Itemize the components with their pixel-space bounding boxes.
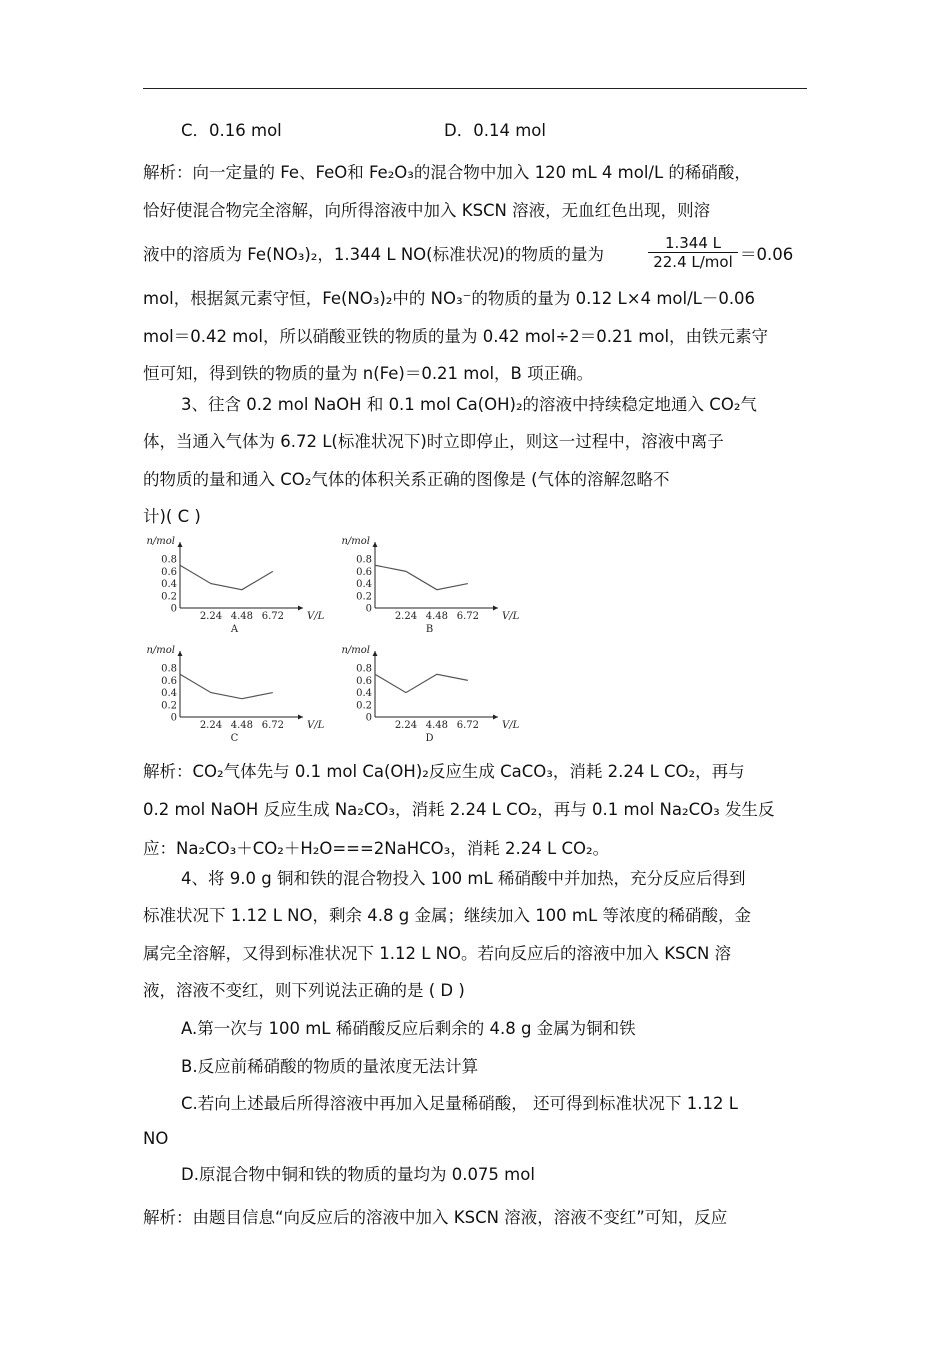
fraction-numerator: 1.344 L <box>664 234 722 252</box>
question-4-line: 4、将 9.0 g 铜和铁的混合物投入 100 mL 稀硝酸中并加热，充分反应后得到 <box>181 869 746 888</box>
question-4-line: 属完全溶解，又得到标准状况下 1.12 L NO。若向反应后的溶液中加入 KSCN 溶 <box>143 944 732 963</box>
x-tick-label: 2.24 <box>394 611 418 622</box>
y-tick-label: 0.4 <box>161 688 177 700</box>
y-tick-label: 0 <box>365 603 372 615</box>
x-tick-label: 4.48 <box>230 720 254 731</box>
header-rule <box>143 88 807 89</box>
panel-label: B <box>425 624 434 635</box>
x-axis-arrow <box>493 606 498 611</box>
question-3-line: 3、往含 0.2 mol NaOH 和 0.1 mol Ca(OH)₂的溶液中持续稳定地通入 CO₂气 <box>181 395 757 414</box>
option-b: B.反应前稀硝酸的物质的量浓度无法计算 <box>181 1057 479 1076</box>
analysis-line: 解析：向一定量的 Fe、FeO和 Fe₂O₃的混合物中加入 120 mL 4 mol/L 的稀硝酸， <box>143 163 751 182</box>
option-c-cont: NO <box>143 1129 169 1148</box>
analysis-line: mol，根据氮元素守恒，Fe(NO₃)₂中的 NO₃⁻的物质的量为 0.12 L×4 mol/L－0.06 <box>143 289 756 308</box>
x-tick-label: 2.24 <box>199 611 223 622</box>
series-line <box>375 674 468 692</box>
y-axis-label: n/mol <box>146 645 175 656</box>
x-tick-label: 6.72 <box>456 720 479 731</box>
y-axis-arrow <box>178 651 183 656</box>
y-tick-label: 0.8 <box>161 663 177 675</box>
x-tick-label: 6.72 <box>456 611 479 622</box>
analysis-line: 0.2 mol NaOH 反应生成 Na₂CO₃，消耗 2.24 L CO₂，再与 0.1 mol Na₂CO₃ 发生反 <box>143 800 775 819</box>
y-tick-label: 0.2 <box>356 700 372 712</box>
x-axis-label: V/L <box>502 720 520 731</box>
analysis-line: 恒可知，得到铁的物质的量为 n(Fe)＝0.21 mol，B 项正确。 <box>143 364 594 383</box>
y-tick-label: 0.2 <box>356 591 372 603</box>
fraction <box>648 234 738 271</box>
analysis-line: 解析：CO₂气体先与 0.1 mol Ca(OH)₂反应生成 CaCO₃，消耗 2.24 L CO₂，再与 <box>143 762 745 781</box>
y-tick-label: 0.2 <box>161 591 177 603</box>
option-a: A.第一次与 100 mL 稀硝酸反应后剩余的 4.8 g 金属为铜和铁 <box>181 1019 636 1038</box>
y-tick-label: 0.6 <box>161 675 177 687</box>
question-4-line: 标准状况下 1.12 L NO，剩余 4.8 g 金属；继续加入 100 mL 等浓度的稀硝酸，金 <box>143 906 751 925</box>
y-tick-label: 0.8 <box>161 554 177 566</box>
y-tick-label: 0.4 <box>161 579 177 591</box>
chart-b <box>335 536 520 636</box>
x-tick-label: 4.48 <box>230 611 254 622</box>
x-axis-arrow <box>298 606 303 611</box>
series-line <box>180 674 273 698</box>
panel-label: C <box>230 733 239 744</box>
analysis-line: mol＝0.42 mol，所以硝酸亚铁的物质的量为 0.42 mol÷2＝0.21 mol，由铁元素守 <box>143 327 769 346</box>
y-tick-label: 0.4 <box>356 688 372 700</box>
panel-label: D <box>425 733 434 744</box>
option-c-text: C．0.16 mol <box>181 121 282 140</box>
chart-d <box>335 645 520 745</box>
question-4-line: 液，溶液不变红，则下列说法正确的是 ( D ) <box>143 981 465 1000</box>
y-tick-label: 0.6 <box>356 675 372 687</box>
y-tick-label: 0.8 <box>356 554 372 566</box>
x-tick-label: 2.24 <box>394 720 418 731</box>
option-d: D.原混合物中铜和铁的物质的量均为 0.075 mol <box>181 1165 535 1184</box>
x-axis-label: V/L <box>307 720 325 731</box>
x-tick-label: 6.72 <box>261 720 284 731</box>
y-axis-label: n/mol <box>341 536 370 547</box>
x-axis-arrow <box>493 715 498 720</box>
panel-label: A <box>230 624 239 635</box>
y-tick-label: 0 <box>170 603 177 615</box>
y-axis-arrow <box>178 542 183 547</box>
fraction-denominator: 22.4 L/mol <box>648 252 738 271</box>
y-tick-label: 0.8 <box>356 663 372 675</box>
y-tick-label: 0.2 <box>161 700 177 712</box>
question-3-answer: 计)( C ) <box>143 507 201 526</box>
chart-a <box>140 536 325 636</box>
x-axis-arrow <box>298 715 303 720</box>
analysis-line: ＝0.06 <box>740 245 794 264</box>
x-tick-label: 6.72 <box>261 611 284 622</box>
x-axis-label: V/L <box>307 611 325 622</box>
analysis-line: 应：Na₂CO₃＋CO₂＋H₂O===2NaHCO₃，消耗 2.24 L CO₂。 <box>143 839 610 858</box>
series-line <box>180 565 273 589</box>
x-tick-label: 2.24 <box>199 720 223 731</box>
y-axis-label: n/mol <box>341 645 370 656</box>
option-d-text: D．0.14 mol <box>444 121 546 140</box>
analysis-line: 解析：由题目信息“向反应后的溶液中加入 KSCN 溶液，溶液不变红”可知，反应 <box>143 1208 728 1227</box>
analysis-line: 液中的溶质为 Fe(NO₃)₂，1.344 L NO(标准状况)的物质的量为 <box>143 245 605 264</box>
y-axis-label: n/mol <box>146 536 175 547</box>
y-tick-label: 0.6 <box>161 566 177 578</box>
analysis-line: 恰好使混合物完全溶解，向所得溶液中加入 KSCN 溶液，无血红色出现，则溶 <box>143 201 711 220</box>
y-tick-label: 0.4 <box>356 579 372 591</box>
option-c: C.若向上述最后所得溶液中再加入足量稀硝酸， 还可得到标准状况下 1.12 L <box>181 1094 738 1113</box>
chart-c <box>140 645 325 745</box>
y-tick-label: 0 <box>170 712 177 724</box>
question-3-line: 的物质的量和通入 CO₂气体的体积关系正确的图像是 (气体的溶解忽略不 <box>143 470 670 489</box>
x-tick-label: 4.48 <box>425 611 449 622</box>
y-axis-arrow <box>373 651 378 656</box>
y-tick-label: 0.6 <box>356 566 372 578</box>
x-tick-label: 4.48 <box>425 720 449 731</box>
question-3-line: 体，当通入气体为 6.72 L(标准状况下)时立即停止，则这一过程中，溶液中离子 <box>143 432 724 451</box>
series-line <box>375 565 468 589</box>
x-axis-label: V/L <box>502 611 520 622</box>
y-tick-label: 0 <box>365 712 372 724</box>
y-axis-arrow <box>373 542 378 547</box>
